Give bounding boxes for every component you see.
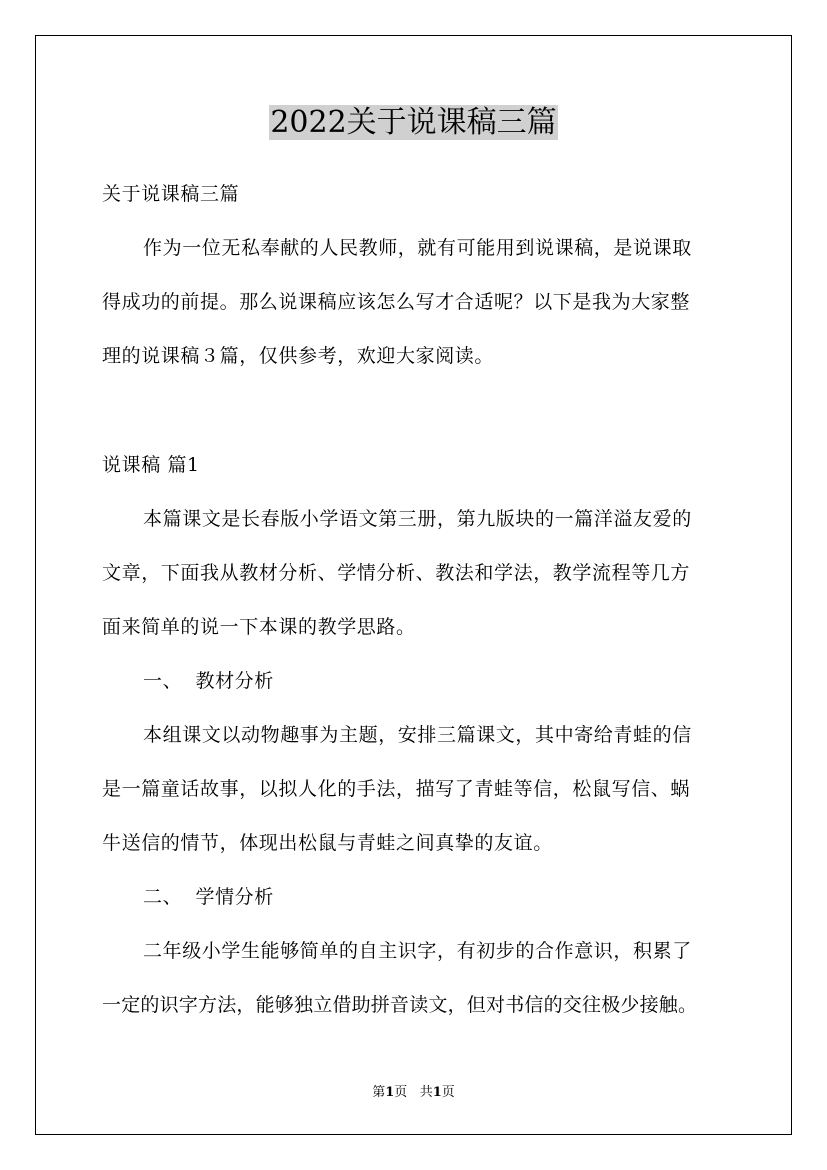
heading-textbook-analysis: 一、 教材分析 [143,670,274,692]
page-footer [0,1084,827,1102]
footer-mid: 页 共 [394,1085,433,1100]
para1-line-2: 文章，下面我从教材分析、学情分析、教法和学法，教学流程等几方 [102,562,691,584]
footer-suffix: 页 [441,1085,455,1100]
para1-line-1: 本篇课文是长春版小学语文第三册，第九版块的一篇洋溢友爱的 [143,508,692,530]
para2-line-2: 是一篇童话故事，以拟人化的手法，描写了青蛙等信，松鼠写信、蜗 [102,778,691,800]
para3-line-2: 一定的识字方法，能够独立借助拼音读文，但对书信的交往极少接触。 [102,994,698,1016]
intro-line-1: 作为一位无私奉献的人民教师，就有可能用到说课稿，是说课取 [143,237,692,259]
document-title [0,103,827,143]
intro-line-3: 理的说课稿３篇，仅供参考，欢迎大家阅读。 [102,345,495,367]
heading-learner-analysis: 二、 学情分析 [143,886,274,908]
para1-line-3: 面来简单的说一下本课的教学思路。 [102,616,416,638]
subtitle: 关于说课稿三篇 [102,183,240,205]
footer-page-number: 1 [385,1085,395,1100]
intro-line-2: 得成功的前提。那么说课稿应该怎么写才合适呢？以下是我为大家整 [102,291,691,313]
footer-prefix: 第 [372,1085,386,1100]
footer-total-pages: 1 [432,1085,442,1100]
document-title-text: 2022关于说课稿三篇 [270,105,557,140]
para3-line-1: 二年级小学生能够简单的自主识字，有初步的合作意识，积累了 [143,940,692,962]
para2-line-3: 牛送信的情节，体现出松鼠与青蛙之间真挚的友谊。 [102,832,553,854]
para2-line-1: 本组课文以动物趣事为主题，安排三篇课文，其中寄给青蛙的信 [143,724,692,746]
section-title: 说课稿 篇1 [102,454,200,476]
